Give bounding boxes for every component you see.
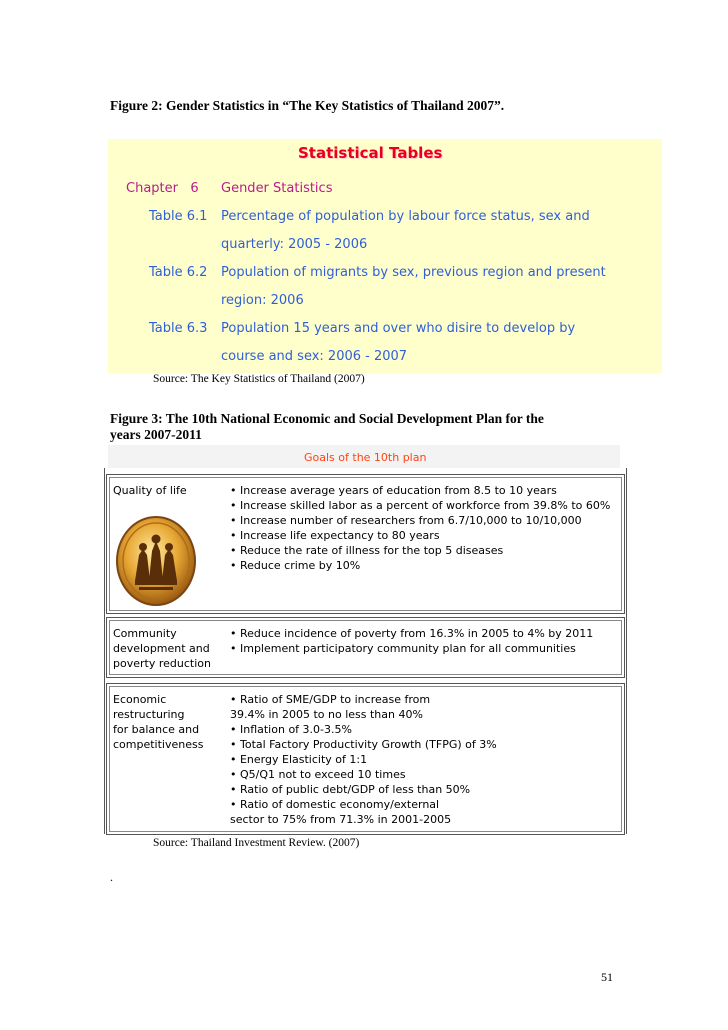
- goal-label-line: for balance and: [113, 723, 200, 736]
- goal-list-community-development: [230, 626, 593, 656]
- goal-item: • Increase life expectancy to 80 years: [230, 529, 440, 542]
- goal-item: • Increase number of researchers from 6.7/10,000 to 10/10,000: [230, 514, 582, 527]
- figure2-source: Source: The Key Statistics of Thailand (2007): [153, 373, 365, 385]
- goal-label-quality-of-life: [113, 483, 187, 498]
- goal-label-line: development and: [113, 642, 210, 655]
- table-6-1-label: Table 6.1: [149, 209, 208, 224]
- goal-item: 39.4% in 2005 to no less than 40%: [230, 708, 423, 721]
- table-6-1-line2: quarterly: 2005 - 2006: [221, 237, 368, 252]
- frame-left-line: [104, 468, 105, 834]
- statistical-tables-box: [108, 139, 662, 373]
- table-6-3-label: Table 6.3: [149, 321, 208, 336]
- goal-item: • Reduce incidence of poverty from 16.3% in 2005 to 4% by 2011: [230, 627, 594, 640]
- table-6-2-line2: region: 2006: [221, 293, 304, 308]
- goal-label-economic-restructuring: [113, 692, 203, 752]
- table-6-3-line2: course and sex: 2006 - 2007: [221, 349, 408, 364]
- goal-label-line: poverty reduction: [113, 657, 211, 670]
- goal-item: • Ratio of domestic economy/external: [230, 798, 440, 811]
- goals-title: Goals of the 10th plan: [304, 451, 427, 464]
- goal-panel-economic-restructuring: [106, 683, 625, 835]
- goal-label-line: restructuring: [113, 708, 185, 721]
- goal-item: • Inflation of 3.0-3.5%: [230, 723, 352, 736]
- goal-item: • Energy Elasticity of 1:1: [230, 753, 368, 766]
- goal-item: • Ratio of SME/GDP to increase from: [230, 693, 431, 706]
- goal-item: • Q5/Q1 not to exceed 10 times: [230, 768, 406, 781]
- goal-item: • Total Factory Productivity Growth (TFPG) of 3%: [230, 738, 497, 751]
- figure2-caption: Figure 2: Gender Statistics in “The Key Statistics of Thailand 2007”.: [110, 98, 505, 113]
- goal-list-economic-restructuring: [230, 692, 497, 827]
- goal-item: • Implement participatory community plan for all communities: [230, 642, 576, 655]
- goal-label-community-development: [113, 626, 211, 671]
- page-number: 51: [601, 970, 613, 984]
- table-6-2-line1: Population of migrants by sex, previous region and present: [221, 265, 606, 280]
- goal-item: • Increase skilled labor as a percent of workforce from 39.8% to 60%: [230, 499, 611, 512]
- table-6-3-line1: Population 15 years and over who disire to develop by: [221, 321, 576, 336]
- goal-item: sector to 75% from 71.3% in 2001-2005: [230, 813, 452, 826]
- figure3-source: Source: Thailand Investment Review. (2007): [153, 837, 360, 849]
- chapter-title: Gender Statistics: [221, 181, 333, 196]
- seal-emblem-icon: [115, 515, 197, 607]
- stray-dot: .: [110, 870, 113, 884]
- chapter-label: Chapter 6: [126, 181, 199, 196]
- figure3-caption-line2: years 2007-2011: [110, 427, 202, 442]
- table-6-2-label: Table 6.2: [149, 265, 208, 280]
- goal-item: • Reduce crime by 10%: [230, 559, 361, 572]
- goal-panel-community-development: [106, 617, 625, 678]
- goal-label-line: Quality of life: [113, 484, 187, 497]
- statistical-tables-title: Statistical Tables: [298, 144, 443, 162]
- frame-right-line: [626, 468, 627, 834]
- goal-label-line: Economic: [113, 693, 167, 706]
- goal-item: • Reduce the rate of illness for the top 5 diseases: [230, 544, 504, 557]
- figure3-caption-line1: Figure 3: The 10th National Economic and Social Development Plan for the: [110, 411, 544, 426]
- goal-item: • Ratio of public debt/GDP of less than 50%: [230, 783, 471, 796]
- goal-panel-quality-of-life: [106, 474, 625, 614]
- goal-label-line: competitiveness: [113, 738, 204, 751]
- goal-item: • Increase average years of education from 8.5 to 10 years: [230, 484, 557, 497]
- table-6-1-line1: Percentage of population by labour force status, sex and: [221, 209, 590, 224]
- goal-list-quality-of-life: [230, 483, 610, 573]
- goal-label-line: Community: [113, 627, 177, 640]
- goals-header-bar: [108, 445, 620, 468]
